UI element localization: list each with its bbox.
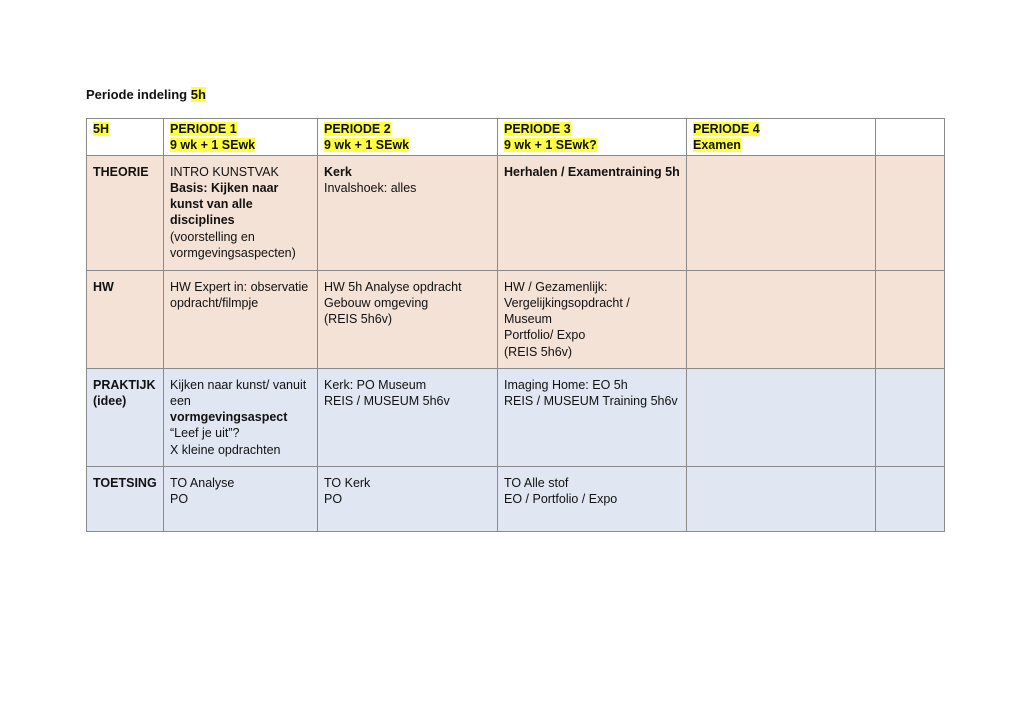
table-cell [318,466,498,531]
cell-text: Gebouw omgeving [324,295,429,310]
table-cell [164,368,318,466]
period-3-title: PERIODE 3 [504,122,571,136]
table-cell [164,155,318,270]
period-3-weeks: 9 wk + 1 SEwk? [504,138,597,153]
table-cell [687,155,876,270]
cell-text: X kleine opdrachten [170,442,281,457]
table-cell [318,368,498,466]
cell-text: REIS / MUSEUM 5h6v [324,393,450,408]
header-period-1 [164,119,318,156]
table-cell [498,155,687,270]
header-label: 5H [93,122,109,136]
cell-text: PO [324,491,343,506]
row-label: THEORIE [93,164,149,179]
table-cell [318,155,498,270]
header-period-4 [687,119,876,156]
table-cell [876,368,945,466]
cell-text: (REIS 5h6v) [324,312,393,327]
table-header-row [87,119,945,156]
table-cell [498,466,687,531]
row-label: HW [93,279,114,294]
cell-text: Kerk [324,164,352,179]
cell-text: TO Alle stof [504,475,569,490]
period-1-weeks: 9 wk + 1 SEwk [170,138,256,153]
cell-text: INTRO KUNSTVAK [170,164,279,179]
table-cell [876,270,945,368]
table-cell [876,155,945,270]
period-4-title: PERIODE 4 [693,122,760,136]
cell-text: TO Analyse [170,475,235,490]
table-row-hw [87,270,945,368]
cell-text: vormgevingsaspect [170,410,288,425]
cell-text: Kijken naar kunst/ vanuit een [170,377,307,408]
period-2-weeks: 9 wk + 1 SEwk [324,138,410,153]
cell-text: (voorstelling en vormgevingsaspecten) [170,229,296,261]
row-label-cell [87,368,164,466]
table-row-praktijk [87,368,945,466]
page-title-highlight: 5h [190,87,206,102]
page-title-text: Periode indeling [86,87,191,102]
header-period-3 [498,119,687,156]
cell-text: Imaging Home: EO 5h [504,377,628,392]
table-cell [498,368,687,466]
cell-text: HW Expert in: observatie opdracht/filmpje [170,279,309,310]
table-cell [687,466,876,531]
header-period-2 [318,119,498,156]
cell-text: Herhalen / Examentraining 5h [504,164,680,179]
table-cell [164,270,318,368]
cell-text: REIS / MUSEUM Training 5h6v [504,393,678,408]
cell-text: Invalshoek: alles [324,180,417,195]
table-cell [318,270,498,368]
table-cell [687,270,876,368]
cell-text: HW 5h Analyse opdracht [324,279,462,294]
cell-text: Kerk: PO Museum [324,377,427,392]
table-cell [687,368,876,466]
cell-line [170,377,311,426]
row-label-cell [87,270,164,368]
period-4-weeks: Examen [693,138,741,153]
row-label: TOETSING [93,475,157,490]
cell-text: “Leef je uit”? [170,426,240,441]
cell-text: PO [170,491,189,506]
header-extra-cell [876,119,945,156]
table-row-toetsing [87,466,945,531]
cell-text: EO / Portfolio / Expo [504,491,618,506]
row-label: (idee) [93,393,127,408]
cell-text: TO Kerk [324,475,371,490]
header-label-cell [87,119,164,156]
table-row-theorie [87,155,945,270]
row-label: PRAKTIJK [93,377,156,392]
page-title [86,87,206,102]
cell-text: Vergelijkingsopdracht / Museum [504,295,630,327]
row-label-cell [87,466,164,531]
cell-text: Portfolio/ Expo [504,328,586,343]
row-label-cell [87,155,164,270]
cell-text: (REIS 5h6v) [504,344,573,359]
cell-text: Basis: Kijken naar kunst van alle disciplines [170,180,279,228]
cell-text: HW / Gezamenlijk: [504,279,608,294]
table-cell [876,466,945,531]
period-1-title: PERIODE 1 [170,122,237,136]
period-table [86,118,945,532]
table-cell [164,466,318,531]
table-cell [498,270,687,368]
period-2-title: PERIODE 2 [324,122,391,136]
